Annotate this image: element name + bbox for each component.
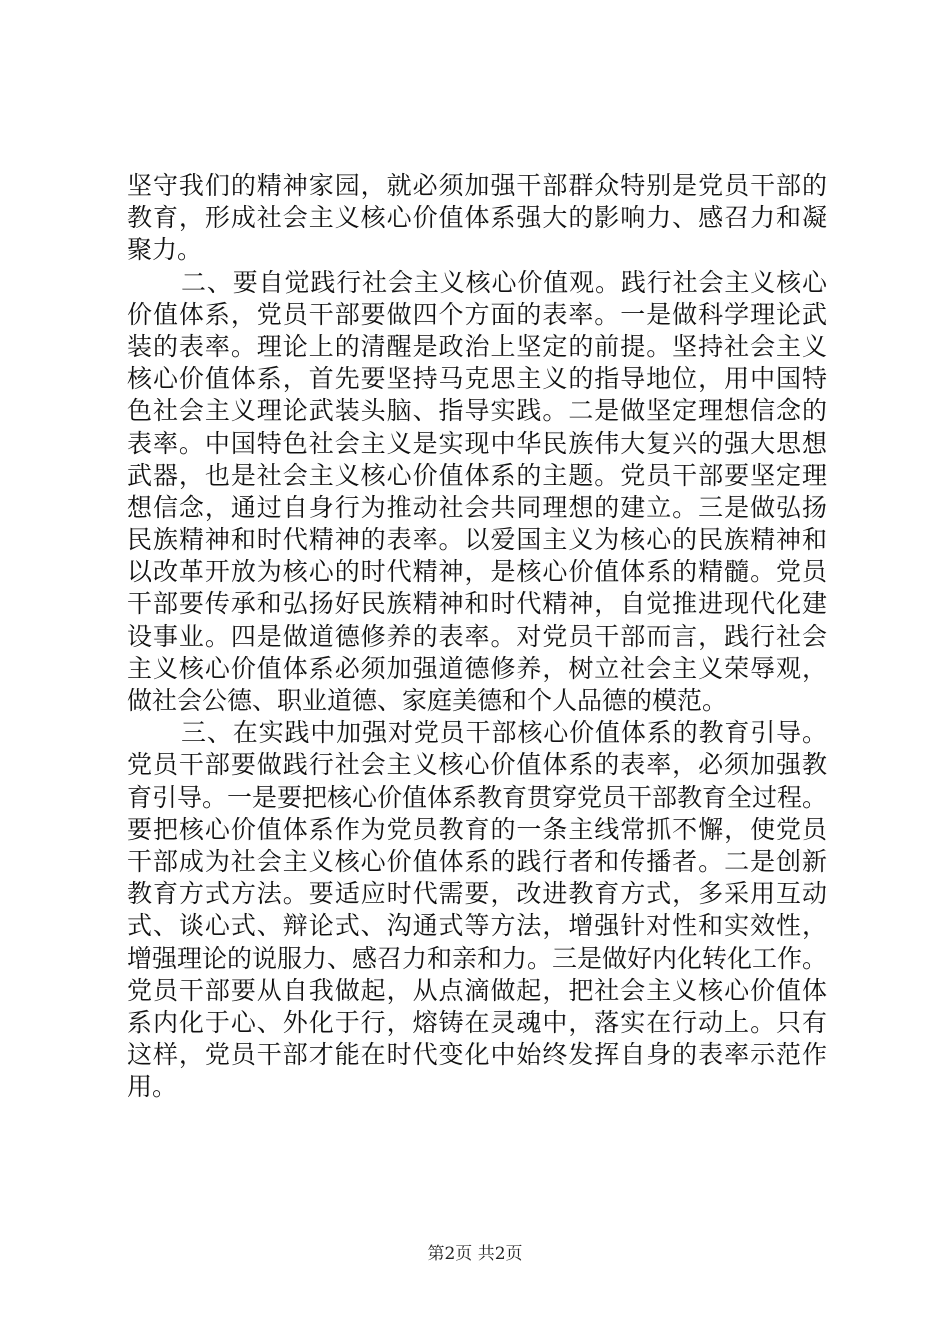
- paragraph-heading-3: 三、在实践中加强对党员干部核心价值体系的教育引导。: [181, 718, 827, 748]
- text-line: 想信念，通过自身行为推动社会共同理想的建立。三是做弘扬: [127, 492, 827, 522]
- text-line: 干部要传承和弘扬好民族精神和时代精神，自觉推进现代化建: [127, 589, 827, 619]
- text-line: 做社会公德、职业道德、家庭美德和个人品德的模范。: [127, 686, 728, 715]
- text-line: 坚守我们的精神家园，就必须加强干部群众特别是党员干部的: [127, 171, 827, 200]
- text-line: 聚力。: [127, 235, 203, 265]
- paragraph-heading-2: 二、要自觉践行社会主义核心价值观。践行社会主义核心: [181, 267, 827, 297]
- text-line: 设事业。四是做道德修养的表率。对党员干部而言，践行社会: [127, 621, 827, 651]
- text-line: 用。: [127, 1072, 178, 1102]
- text-line: 系内化于心、外化于行，熔铸在灵魂中，落实在行动上。只有: [127, 1007, 827, 1037]
- text-line: 育引导。一是要把核心价值体系教育贯穿党员干部教育全过程。: [127, 782, 828, 812]
- text-line: 主义核心价值体系必须加强道德修养，树立社会主义荣辱观，: [127, 653, 827, 683]
- text-line: 民族精神和时代精神的表率。以爱国主义为核心的民族精神和: [127, 525, 827, 555]
- text-line: 教育，形成社会主义核心价值体系强大的影响力、感召力和凝: [127, 203, 827, 233]
- text-line: 干部成为社会主义核心价值体系的践行者和传播者。二是创新: [127, 846, 827, 876]
- text-line: 要把核心价值体系作为党员教育的一条主线常抓不懈，使党员: [127, 814, 827, 844]
- text-line: 武器，也是社会主义核心价值体系的主题。党员干部要坚定理: [127, 460, 827, 490]
- text-line: 增强理论的说服力、感召力和亲和力。三是做好内化转化工作。: [127, 943, 828, 973]
- text-line: 表率。中国特色社会主义是实现中华民族伟大复兴的强大思想: [127, 428, 827, 458]
- page-footer: [0, 1243, 950, 1265]
- text-line: 以改革开放为核心的时代精神，是核心价值体系的精髓。党员: [127, 557, 827, 587]
- text-line: 色社会主义理论武装头脑、指导实践。二是做坚定理想信念的: [127, 396, 827, 426]
- text-line: 装的表率。理论上的清醒是政治上坚定的前提。坚持社会主义: [127, 331, 827, 361]
- text-line: 党员干部要从自我做起，从点滴做起，把社会主义核心价值体: [127, 975, 827, 1005]
- page-number-label: 第2页 共2页: [427, 1244, 523, 1264]
- text-line: 式、谈心式、辩论式、沟通式等方法，增强针对性和实效性，: [127, 911, 827, 941]
- text-line: 教育方式方法。要适应时代需要，改进教育方式，多采用互动: [127, 879, 827, 909]
- text-line: 党员干部要做践行社会主义核心价值体系的表率，必须加强教: [127, 750, 827, 780]
- text-line: 这样，党员干部才能在时代变化中始终发挥自身的表率示范作: [127, 1040, 827, 1070]
- text-line: 核心价值体系，首先要坚持马克思主义的指导地位，用中国特: [127, 364, 827, 394]
- document-body: [127, 170, 827, 1103]
- text-line: 价值体系，党员干部要做四个方面的表率。一是做科学理论武: [127, 299, 827, 329]
